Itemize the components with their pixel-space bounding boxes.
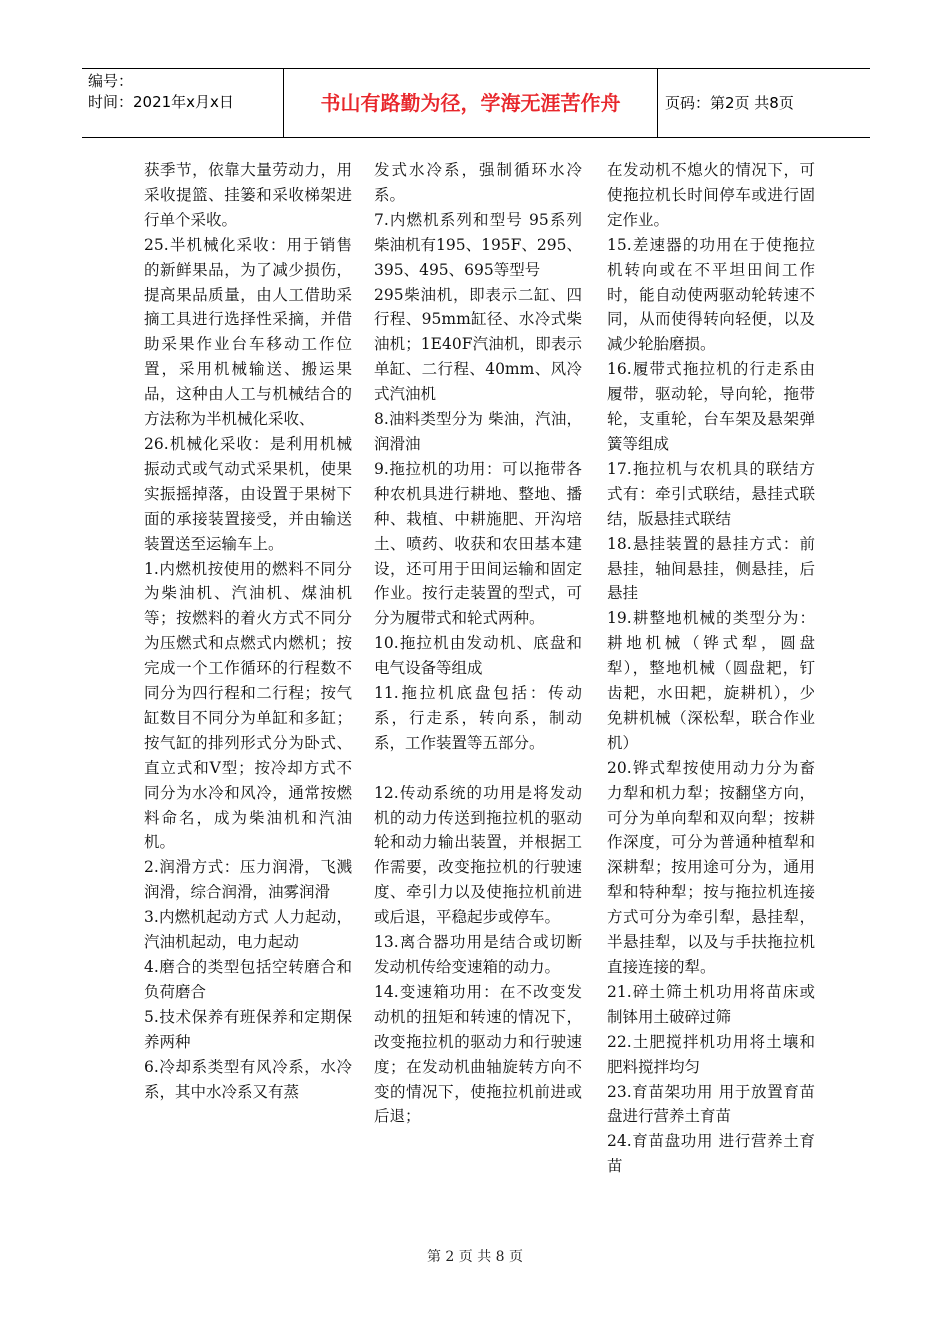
header-motto: 书山有路勤为径，学海无涯苦作舟 (320, 91, 621, 115)
paragraph: 14.变速箱功用：在不改变发动机的扭矩和转速的情况下，改变拖拉机的驱动力和行驶速度；在发动机曲轴旋转方向不变的情况下，使拖拉机前进或后退； (374, 982, 582, 1126)
paragraph: 17.拖拉机与农机具的联结方式有：牵引式联结，悬挂式联结，版悬挂式联结 (607, 459, 815, 528)
paragraph: 24.育苗盘功用 进行营养土育苗 (607, 1132, 815, 1176)
paragraph: 7.内燃机系列和型号 95系列柴油机有195、195F、295、395、495、695等型号 (374, 210, 583, 279)
paragraph: 5.技术保养有班保养和定期保养两种 (144, 1007, 352, 1051)
doc-code-label: 编号： (88, 72, 134, 90)
paragraph-spacer (374, 756, 582, 781)
paragraph: 9.拖拉机的功用：可以拖带各种农机具进行耕地、整地、播种、栽植、中耕施肥、开沟培土、喷药、收获和农田基本建设，还可用于田间运输和固定作业。按行走装置的型式，可分为履带式和轮式两种。 (374, 459, 582, 628)
page-footer: 第 2 页 共 8 页 (426, 1249, 524, 1265)
paragraph: 获季节，依靠大量劳动力，用采收提篮、挂篓和采收梯架进行单个采收。 (144, 161, 352, 229)
paragraph: 3.内燃机起动方式 人力起动，汽油机起动，电力起动 (144, 908, 352, 952)
paragraph: 23.育苗架功用 用于放置育苗盘进行营养土育苗 (607, 1082, 815, 1126)
paragraph: 6.冷却系类型有风冷系，水冷系，其中水冷系又有蒸 (144, 1057, 352, 1101)
text-column-2 (374, 158, 582, 1129)
paragraph: 20.铧式犁按使用动力分为畜力犁和机力犁；按翻垡方向，可分为单向犁和双向犁；按耕作深度，可分为普通种植犁和深耕犁；按用途可分为，通用犁和特种犁；按与拖拉机连接方式可分为牵引犁，悬挂犁，半悬挂犁，以及与手扶拖拉机直接连接的犁。 (607, 758, 815, 976)
paragraph: 21.碎土筛土机功用将苗床或制钵用土破碎过筛 (607, 982, 815, 1026)
paragraph: 10.拖拉机由发动机、底盘和电气设备等组成 (374, 634, 582, 678)
paragraph: 25.半机械化采收：用于销售的新鲜果品，为了减少损伤，提高果品质量，由人工借助采摘工具进行选择性采摘，并借助采果作业台车移动工作位置，采用机械输送、搬运果品，这种由人工与机械结合的方法称为半机械化采收、 (144, 235, 352, 429)
paragraph: 22.土肥搅拌机功用将土壤和肥料搅拌均匀 (607, 1032, 815, 1076)
paragraph: 11.拖拉机底盘包括：传动系，行走系，转向系，制动系，工作装置等五部分。 (374, 684, 582, 752)
paragraph: 16.履带式拖拉机的行走系由履带，驱动轮，导向轮，拖带轮，支重轮，台车架及悬架弹簧等组成 (607, 360, 815, 453)
paragraph: 8.油料类型分为 柴油，汽油，润滑油 (374, 410, 582, 453)
paragraph: 19.耕整地机械的类型分为：耕地机械（铧式犁，圆盘犁），整地机械（圆盘耙，钉齿耙，水田耙，旋耕机），少免耕机械（深松犁，联合作业机） (607, 609, 815, 752)
paragraph: 295柴油机，即表示二缸、四行程、95mm缸径、水冷式柴油机；1E40F汽油机，即表示单缸、二行程、40mm、风冷式汽油机 (374, 285, 582, 404)
paragraph: 1.内燃机按使用的燃料不同分为柴油机、汽油机、煤油机等；按燃料的着火方式不同分为压燃式和点燃式内燃机；按完成一个工作循环的行程数不同分为四行程和二行程；按气缸数目不同分为单缸和多缸；按气缸的排列形式分为卧式、直立式和V型；按冷却方式不同分为水冷和风冷，通常按燃料命名，成为柴油机和汽油机。 (144, 559, 352, 852)
paragraph: 发式水冷系，强制循环水冷系。 (374, 161, 582, 204)
header-divider (657, 69, 658, 137)
doc-date: 时间：2021年x月x日 (88, 93, 234, 111)
paragraph: 13.离合器功用是结合或切断发动机传给变速箱的动力。 (374, 933, 582, 976)
text-column-3 (607, 158, 815, 1179)
text-column-1 (144, 158, 352, 1104)
paragraph: 12.传动系统的功用是将发动机的动力传送到拖拉机的驱动轮和动力输出装置，并根据工作需要，改变拖拉机的行驶速度、牵引力以及使拖拉机前进或后退，平稳起步或停车。 (374, 783, 582, 927)
paragraph: 在发动机不熄火的情况下，可使拖拉机长时间停车或进行固定作业。 (607, 161, 815, 229)
paragraph: 18.悬挂装置的悬挂方式：前悬挂，轴间悬挂，侧悬挂，后悬挂 (607, 534, 815, 603)
paragraph: 4.磨合的类型包括空转磨合和负荷磨合 (144, 958, 352, 1001)
page-header (82, 68, 870, 138)
header-meta (88, 71, 288, 113)
paragraph: 2.润滑方式：压力润滑，飞溅润滑，综合润滑，油雾润滑 (144, 858, 352, 902)
paragraph: 26.机械化采收：是利用机械振动式或气动式采果机，使果实振摇掉落，由设置于果树下面的承接装置接受，并由输送装置送至运输车上。 (144, 434, 352, 553)
header-page-number: 页码：第2页 共8页 (665, 94, 794, 112)
paragraph: 15.差速器的功用在于使拖拉机转向或在不平坦田间工作时，能自动使两驱动轮转速不同，从而使得转向轻便，以及减少轮胎磨损。 (607, 235, 815, 354)
